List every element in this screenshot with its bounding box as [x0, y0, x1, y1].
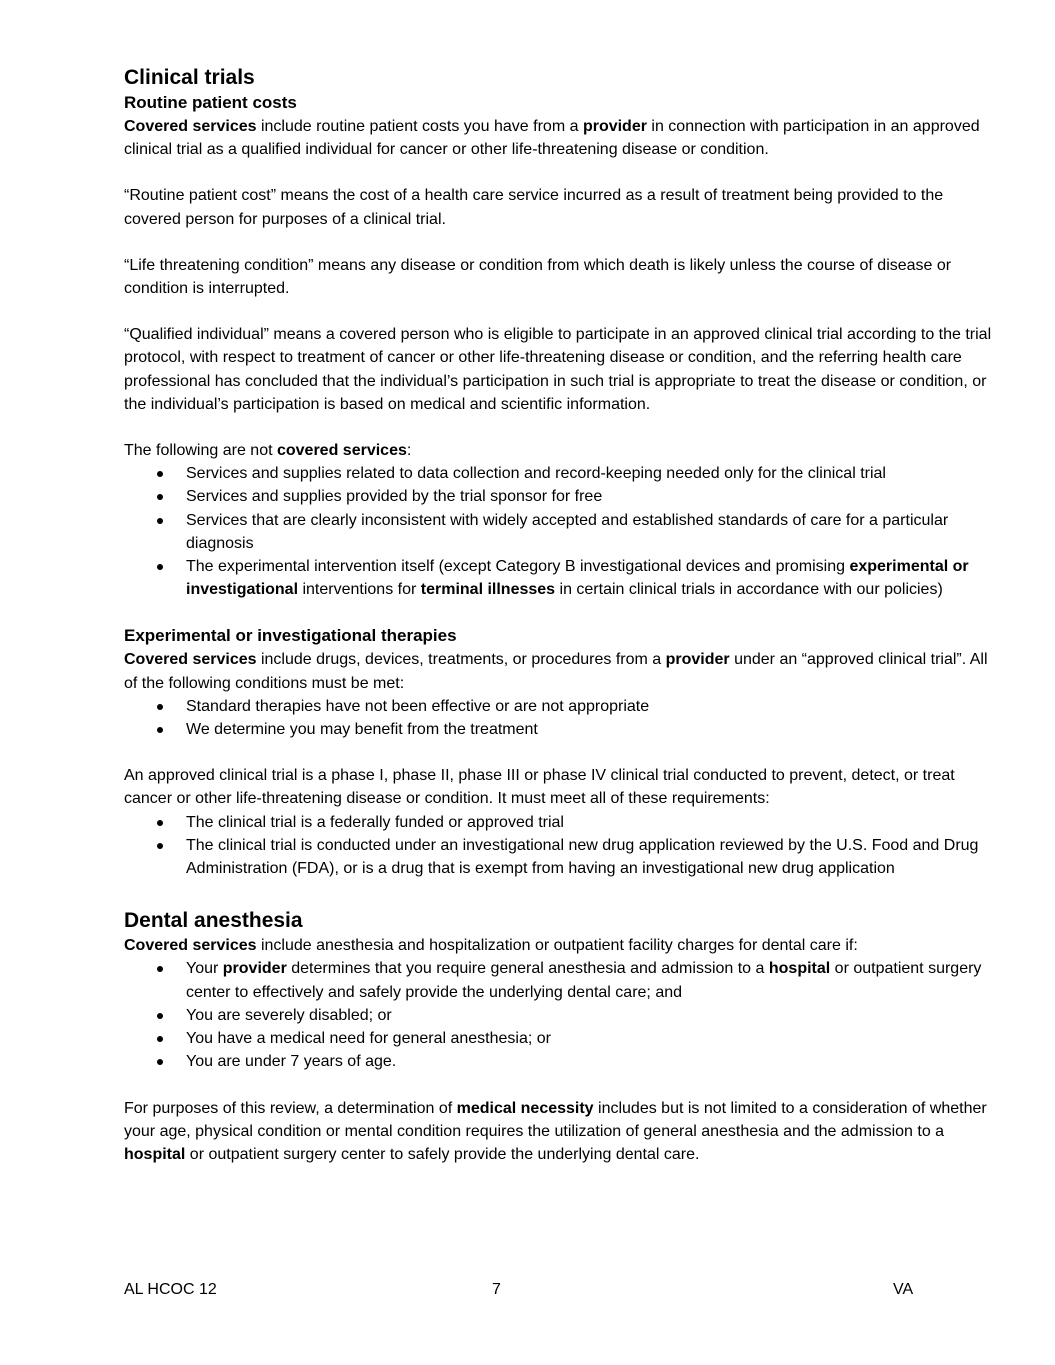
- text: For purposes of this review, a determination of: [124, 1099, 457, 1117]
- paragraph-qualified-individual-definition: “Qualified individual” means a covered person who is eligible to participate in an approved clinical trial according to the trial protocol, with respect to treatment of cancer or other life-threatening disease or condition, and the referring health care professional has concluded that the individual’s participation in such trial is appropriate to treat the disease or condition, or the individual’s participation is based on medical and scientific information.: [124, 326, 992, 413]
- bold-term: Covered services: [124, 118, 257, 135]
- bold-term: hospital: [768, 960, 831, 978]
- list-item: Standard therapies have not been effective or are not appropriate: [124, 695, 994, 718]
- document-page: [124, 64, 994, 1166]
- text: interventions for: [298, 581, 421, 599]
- not-covered-list: [124, 462, 994, 601]
- bold-term: Covered services: [124, 937, 257, 955]
- paragraph-medical-necessity: [124, 1097, 994, 1167]
- paragraph-not-covered-intro: [124, 439, 994, 462]
- bold-term: covered services: [276, 442, 407, 460]
- paragraph-routine-costs: [124, 115, 994, 161]
- text: in connection with participation in an approved clinical trial as a qualified individual for cancer or other life-threatening disease or condition.: [124, 118, 980, 159]
- footer-doc-code: AL HCOC 12: [124, 1281, 217, 1298]
- conditions-list: [124, 695, 994, 741]
- page-footer: [124, 1281, 924, 1305]
- dental-conditions-list: [124, 957, 994, 1073]
- text: Your: [186, 960, 223, 978]
- text: include anesthesia and hospitalization or outpatient facility charges for dental care if:: [256, 937, 858, 955]
- bold-term: medical necessity: [456, 1099, 594, 1117]
- list-item: You are severely disabled; or: [124, 1004, 994, 1027]
- footer-page-number: 7: [492, 1281, 501, 1298]
- text: include drugs, devices, treatments, or procedures from a: [256, 651, 666, 669]
- list-item: The clinical trial is conducted under an investigational new drug application reviewed by the U.S. Food and Drug Administration (FDA), or is a drug that is exempt from having an investigational new drug application: [124, 834, 994, 880]
- text: The following are not: [124, 442, 277, 460]
- section-title-clinical-trials: Clinical trials: [124, 66, 255, 89]
- bold-term: provider: [222, 960, 287, 978]
- text: or outpatient surgery center to safely provide the underlying dental care.: [185, 1145, 700, 1163]
- text: determines that you require general anesthesia and admission to a: [286, 960, 769, 978]
- text: includes but is not limited to a consideration of whether your age, physical condition or mental condition requires the utilization of general anesthesia and the admission to a: [124, 1099, 987, 1140]
- text: under an “approved clinical trial”. All of the following conditions must be met:: [124, 651, 988, 692]
- text: :: [406, 442, 412, 460]
- text: The experimental intervention itself (except Category B investigational devices and promising: [186, 558, 850, 576]
- subsection-title-routine-costs: Routine patient costs: [124, 93, 297, 112]
- paragraph-approved-trial-definition: An approved clinical trial is a phase I, phase II, phase III or phase IV clinical trial conducted to prevent, detect, or treat cancer or other life-threatening disease or condition. It must meet all of these requirements:: [124, 767, 955, 808]
- bold-term: terminal illnesses: [420, 581, 556, 599]
- list-item: Services and supplies provided by the trial sponsor for free: [124, 485, 994, 508]
- text: include routine patient costs you have from a: [256, 118, 583, 135]
- text: or outpatient surgery center to effectively and safely provide the underlying dental care; and: [186, 960, 982, 1001]
- paragraph-life-threatening-definition: “Life threatening condition” means any disease or condition from which death is likely unless the course of disease or condition is interrupted.: [124, 256, 952, 298]
- paragraph-experimental-covered: [124, 648, 994, 694]
- list-item: Services that are clearly inconsistent with widely accepted and established standards of care for a particular diagnosis: [124, 509, 994, 555]
- list-item: You have a medical need for general anesthesia; or: [124, 1027, 994, 1050]
- list-item: The clinical trial is a federally funded or approved trial: [124, 811, 994, 834]
- bold-term: provider: [582, 118, 647, 135]
- bold-term: hospital: [124, 1145, 186, 1163]
- paragraph-dental-covered: [124, 934, 994, 957]
- section-title-dental-anesthesia: Dental anesthesia: [124, 909, 303, 933]
- bold-term: experimental or investigational: [186, 558, 969, 599]
- requirements-list: [124, 811, 994, 881]
- list-item: We determine you may benefit from the treatment: [124, 718, 994, 741]
- footer-version: VA: [893, 1281, 914, 1298]
- list-item: [124, 957, 994, 1003]
- list-item: You are under 7 years of age.: [124, 1050, 994, 1073]
- list-item: [124, 555, 994, 601]
- paragraph-routine-cost-definition: “Routine patient cost” means the cost of a health care service incurred as a result of treatment being provided to the covered person for purposes of a clinical trial.: [124, 187, 944, 228]
- list-item: Services and supplies related to data collection and record-keeping needed only for the clinical trial: [124, 462, 994, 485]
- subsection-title-experimental: Experimental or investigational therapies: [124, 626, 457, 646]
- text: in certain clinical trials in accordance with our policies): [555, 581, 943, 599]
- bold-term: Covered services: [124, 651, 257, 669]
- bold-term: provider: [665, 651, 730, 669]
